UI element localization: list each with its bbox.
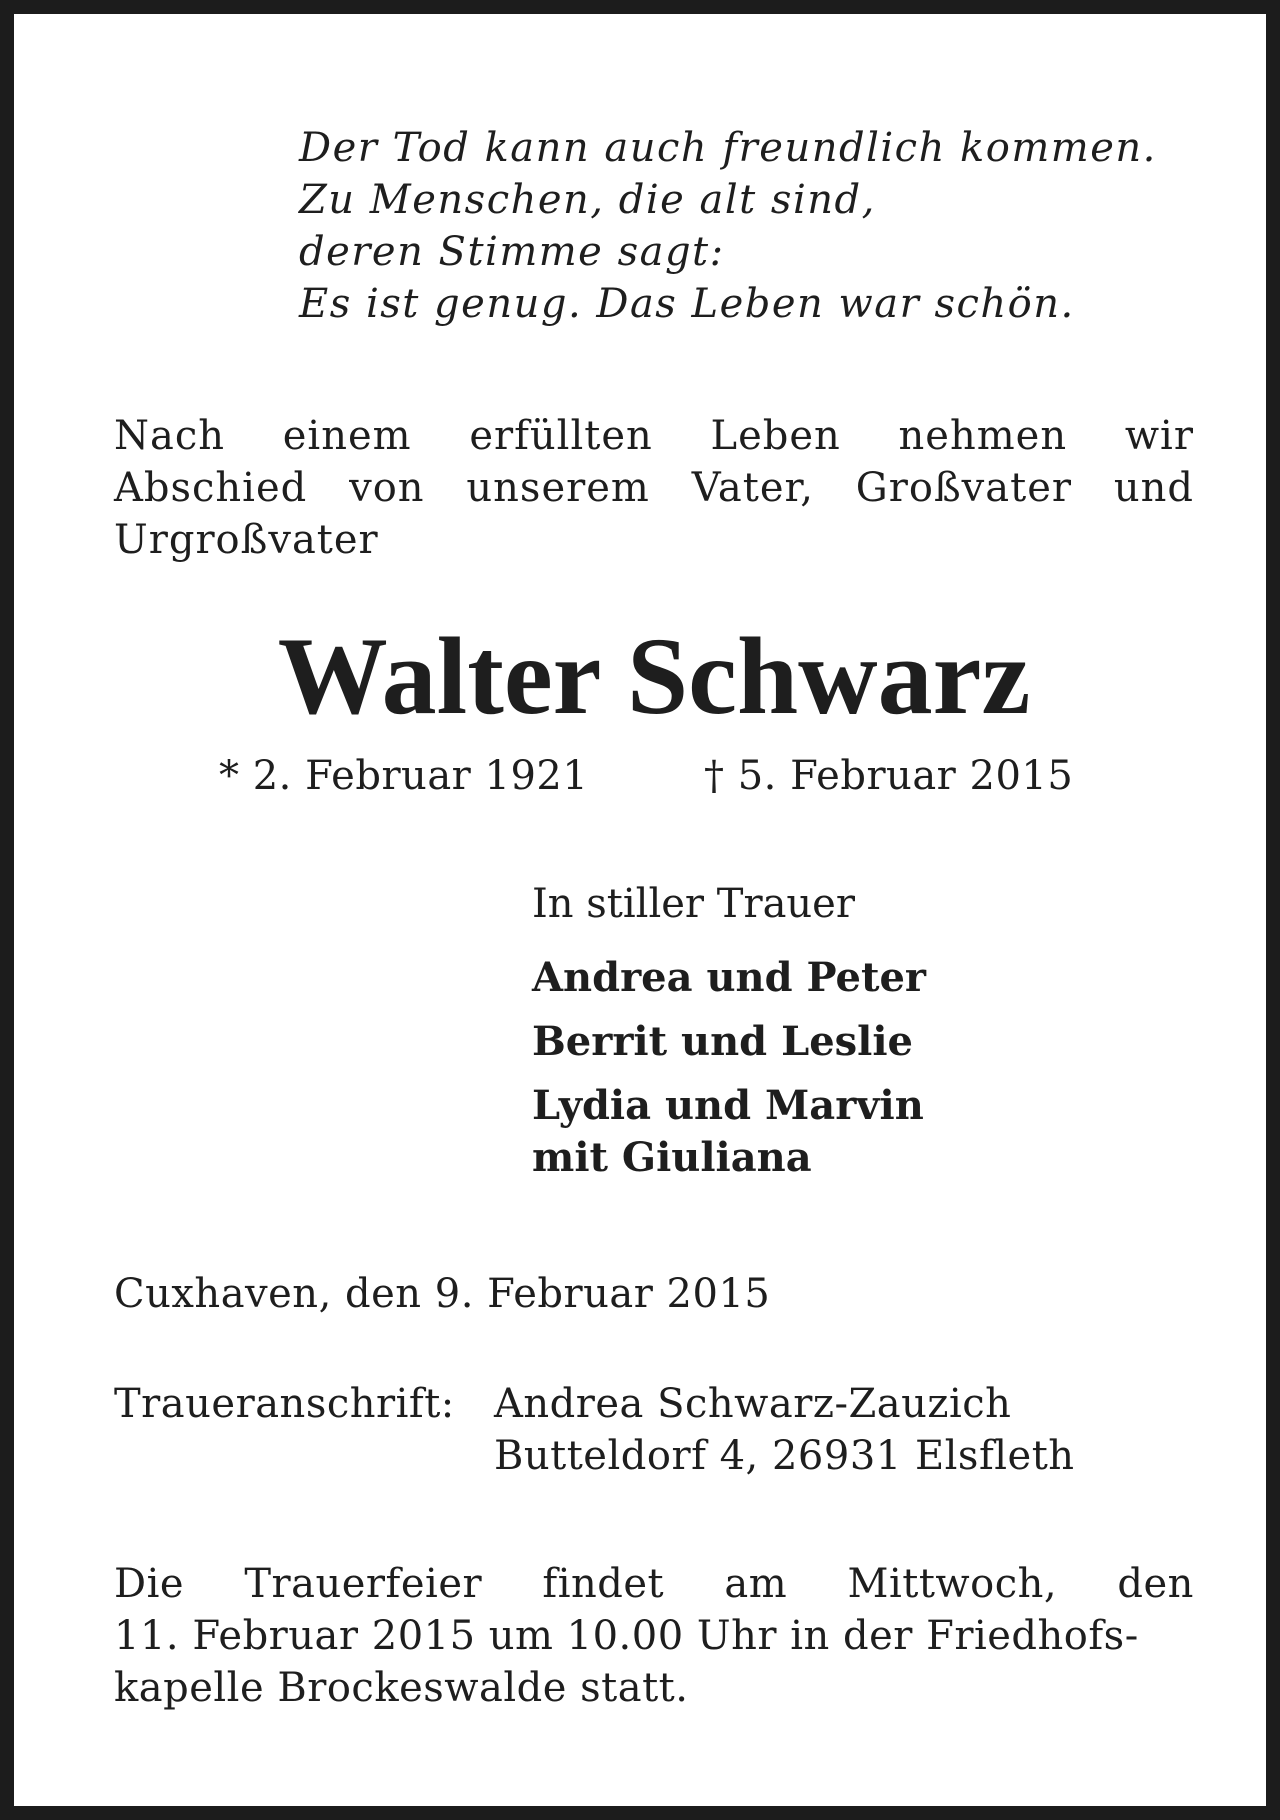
service-line: kapelle Brockeswalde statt. <box>114 1665 689 1711</box>
address-name: Andrea Schwarz-Zauzich <box>494 1381 1012 1427</box>
address-label: Traueranschrift: <box>114 1381 455 1427</box>
intro-word: einem <box>282 413 412 459</box>
poem-line: Zu Menschen, die alt sind, <box>299 177 876 223</box>
intro-paragraph <box>114 410 1194 566</box>
intro-word: erfüllten <box>469 413 653 459</box>
poem-line: Es ist genug. Das Leben war schön. <box>299 281 1075 327</box>
service-paragraph <box>114 1558 1194 1714</box>
service-word: Mittwoch, <box>847 1561 1058 1607</box>
intro-line <box>114 462 1194 514</box>
service-line: 11. Februar 2015 um 10.00 Uhr in der Friedhofs- <box>114 1613 1139 1659</box>
service-word: findet <box>542 1561 665 1607</box>
intro-word: Vater, <box>691 465 814 511</box>
address-street: Butteldorf 4, 26931 Elsfleth <box>494 1433 1075 1479</box>
mourning-intro: In stiller Trauer <box>532 881 855 927</box>
intro-word: Abschied <box>114 465 308 511</box>
mourner-line: Berrit und Leslie <box>532 1018 913 1065</box>
address-row <box>114 1378 1075 1430</box>
intro-word: Nach <box>114 413 226 459</box>
address-spacer <box>114 1430 494 1482</box>
address-row <box>114 1430 1075 1482</box>
service-word: den <box>1117 1561 1194 1607</box>
mourner-line: Lydia und Marvin <box>532 1082 924 1129</box>
intro-word: wir <box>1124 413 1194 459</box>
mourning-address <box>114 1378 1075 1482</box>
intro-line: Urgroßvater <box>114 517 379 563</box>
service-word: Trauerfeier <box>244 1561 483 1607</box>
deceased-name: Walter Schwarz <box>277 615 1031 737</box>
birth-date: * 2. Februar 1921 <box>219 753 589 799</box>
mourner-line: Andrea und Peter <box>532 954 926 1001</box>
service-word: am <box>724 1561 788 1607</box>
poem-line: Der Tod kann auch freundlich kommen. <box>299 125 1157 171</box>
intro-line <box>114 410 1194 462</box>
poem <box>299 122 1157 330</box>
intro-word: von <box>349 465 425 511</box>
intro-word: unserem <box>466 465 650 511</box>
intro-word: und <box>1113 465 1194 511</box>
poem-line: deren Stimme sagt: <box>299 229 725 275</box>
mourner-line: mit Giuliana <box>532 1134 812 1181</box>
place-date: Cuxhaven, den 9. Februar 2015 <box>114 1271 771 1317</box>
intro-word: Großvater <box>855 465 1072 511</box>
mourners-list <box>532 952 926 1184</box>
intro-word: nehmen <box>898 413 1068 459</box>
service-line <box>114 1558 1194 1610</box>
intro-word: Leben <box>710 413 841 459</box>
death-date: † 5. Februar 2015 <box>704 753 1074 799</box>
service-word: Die <box>114 1561 185 1607</box>
